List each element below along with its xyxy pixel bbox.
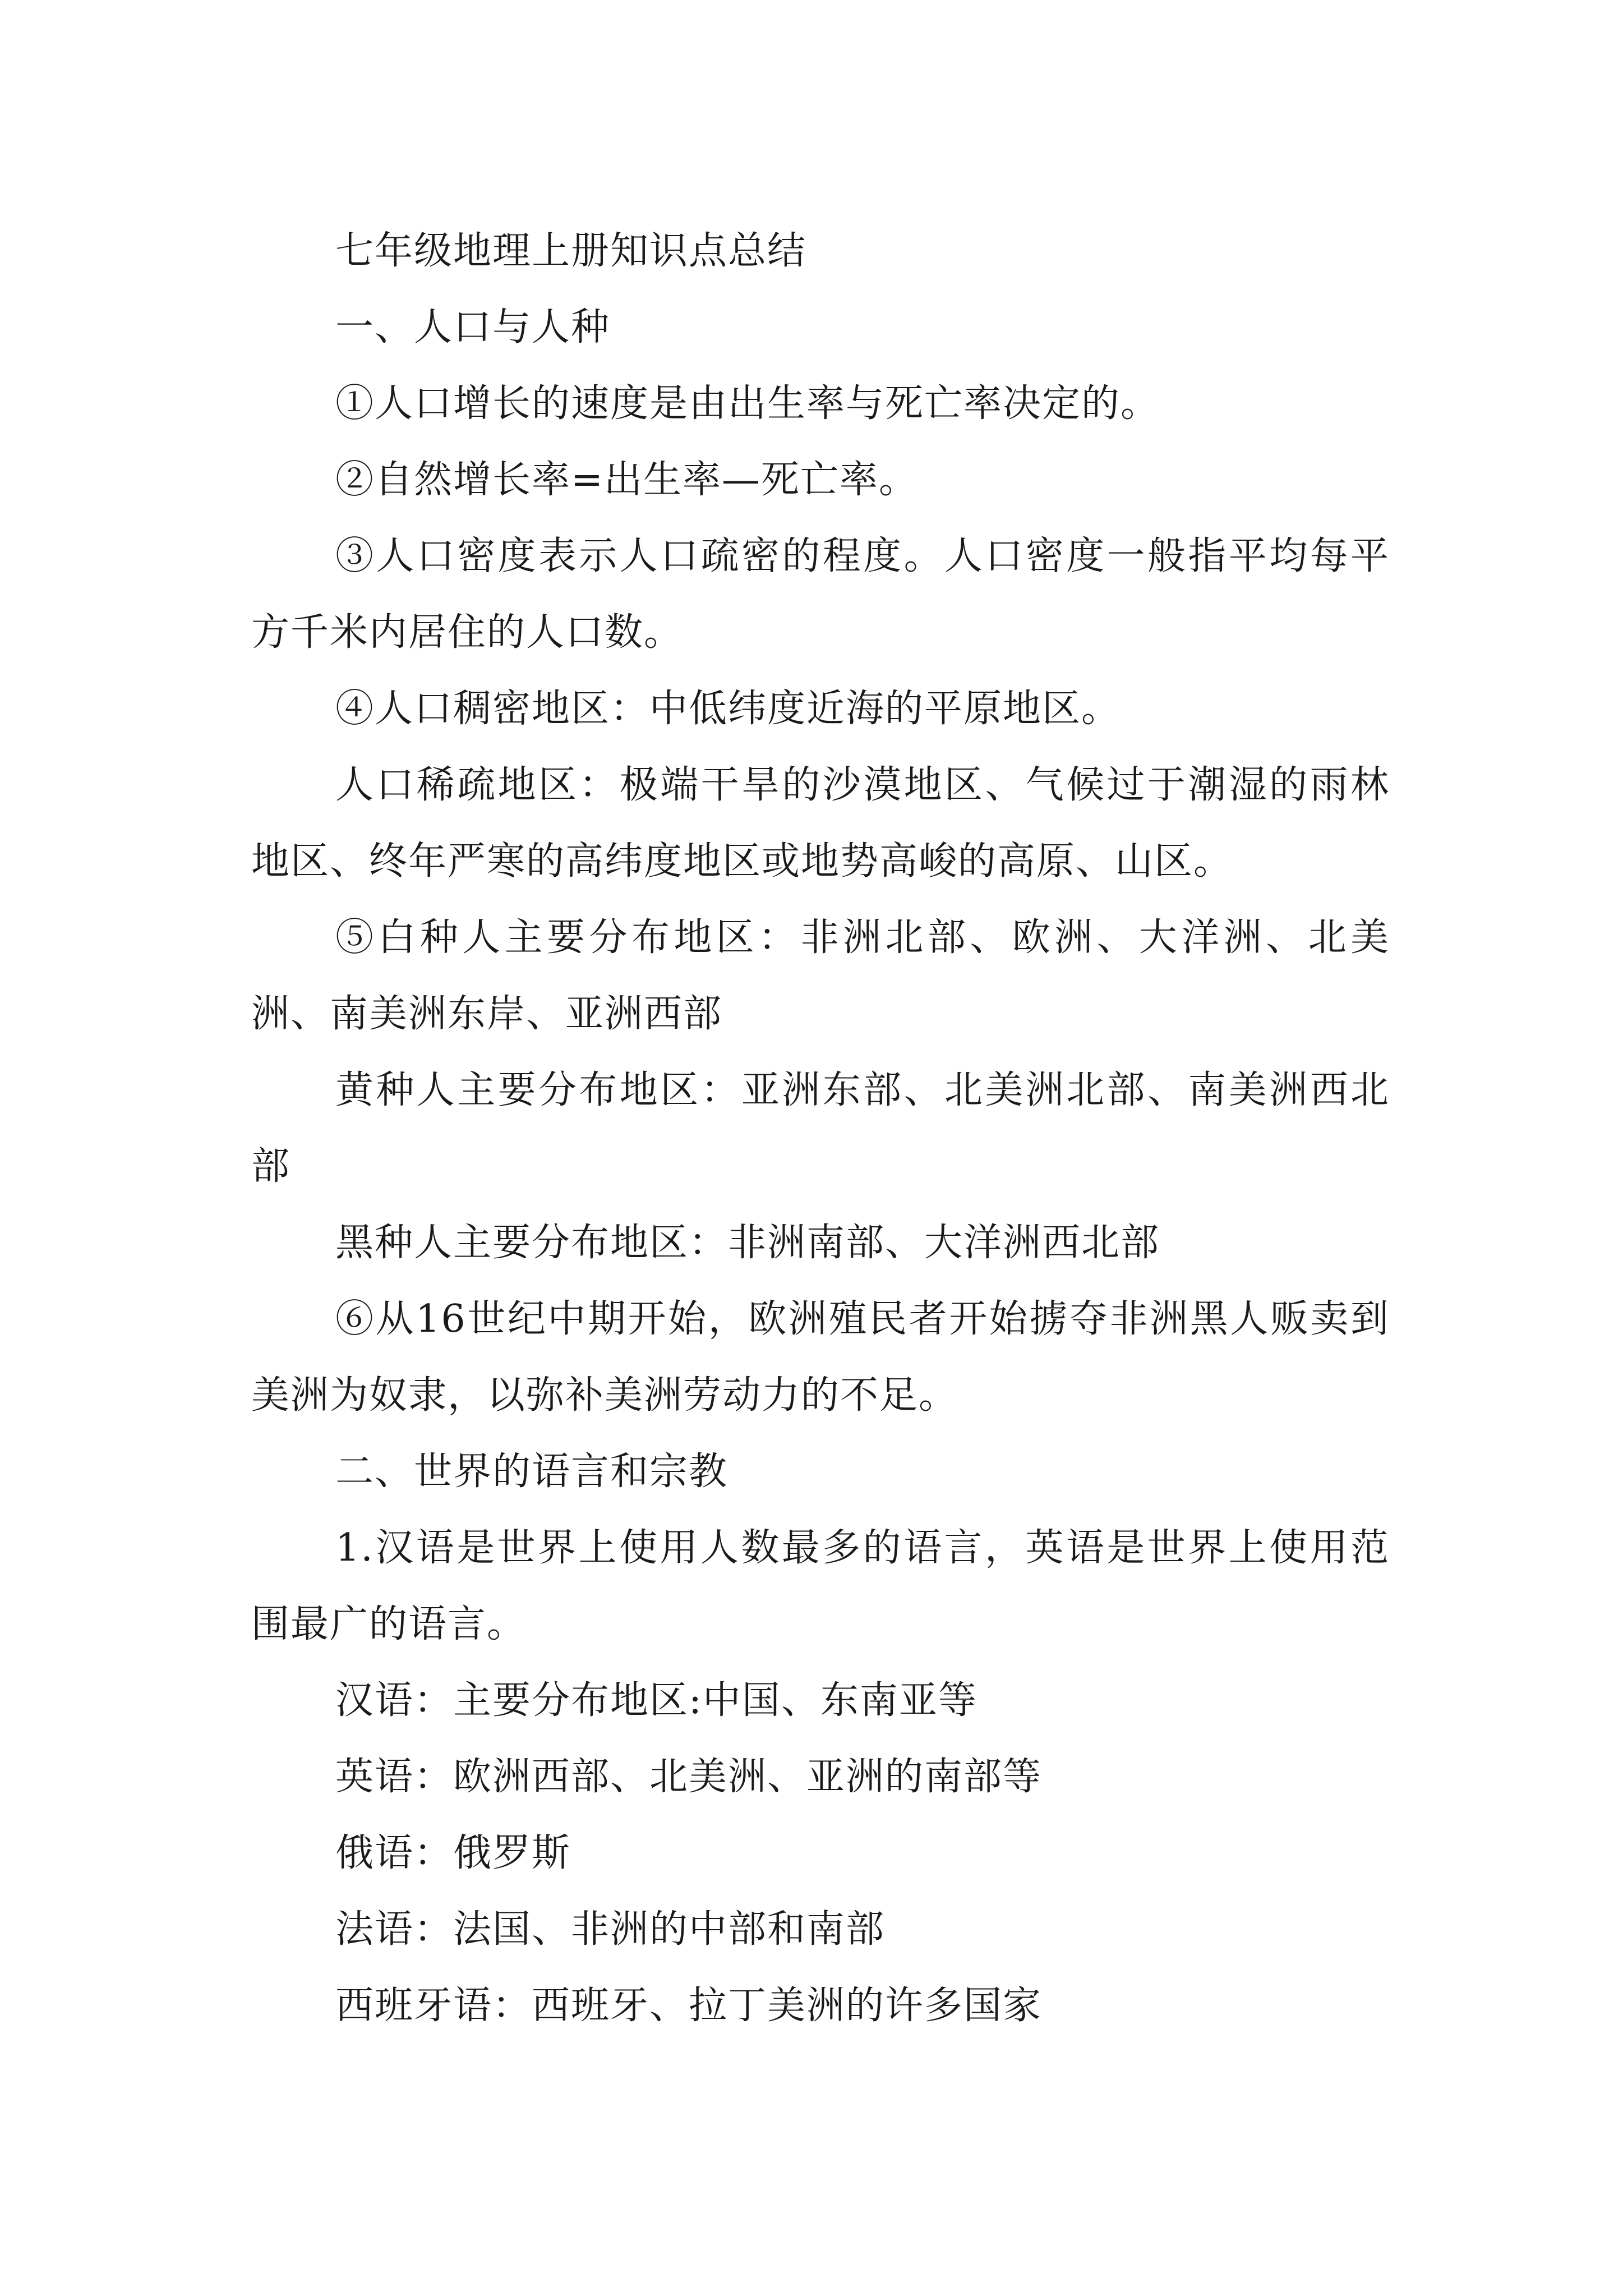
section-heading: 二、世界的语言和宗教 [335,1450,728,1494]
document-title: 七年级地理上册知识点总结 [335,229,807,273]
paragraph: 人口稀疏地区：极端干旱的沙漠地区、气候过于潮湿的雨林地区、终年严寒的高纬度地区或地势高峻的高原、山区。 [251,763,1390,884]
paragraph: 俄语：俄罗斯 [335,1831,571,1875]
paragraph: ⑤白种人主要分布地区：非洲北部、欧洲、大洋洲、北美洲、南美洲东岸、亚洲西部 [251,915,1390,1036]
document-page [251,213,1390,2044]
paragraph: 1.汉语是世界上使用人数最多的语言，英语是世界上使用范围最广的语言。 [251,1526,1390,1646]
paragraph: 黄种人主要分布地区：亚洲东部、北美洲北部、南美洲西北部 [251,1068,1390,1189]
paragraph: ⑥从16世纪中期开始，欧洲殖民者开始掳夺非洲黑人贩卖到美洲为奴隶，以弥补美洲劳动力的不足。 [251,1297,1390,1418]
paragraph: ②自然增长率=出生率—死亡率。 [335,458,918,502]
paragraph: ①人口增长的速度是由出生率与死亡率决定的。 [335,381,1160,426]
paragraph: 黑种人主要分布地区：非洲南部、大洋洲西北部 [335,1221,1160,1265]
paragraph: ③人口密度表示人口疏密的程度。人口密度一般指平均每平方千米内居住的人口数。 [251,534,1390,655]
section-heading: 一、人口与人种 [335,305,611,349]
paragraph: 汉语：主要分布地区:中国、东南亚等 [335,1678,978,1723]
paragraph: 西班牙语：西班牙、拉丁美洲的许多国家 [335,1984,1043,2028]
paragraph: 法语：法国、非洲的中部和南部 [335,1907,886,1952]
paragraph: 英语：欧洲西部、北美洲、亚洲的南部等 [335,1755,1043,1799]
paragraph: ④人口稠密地区：中低纬度近海的平原地区。 [335,687,1121,731]
